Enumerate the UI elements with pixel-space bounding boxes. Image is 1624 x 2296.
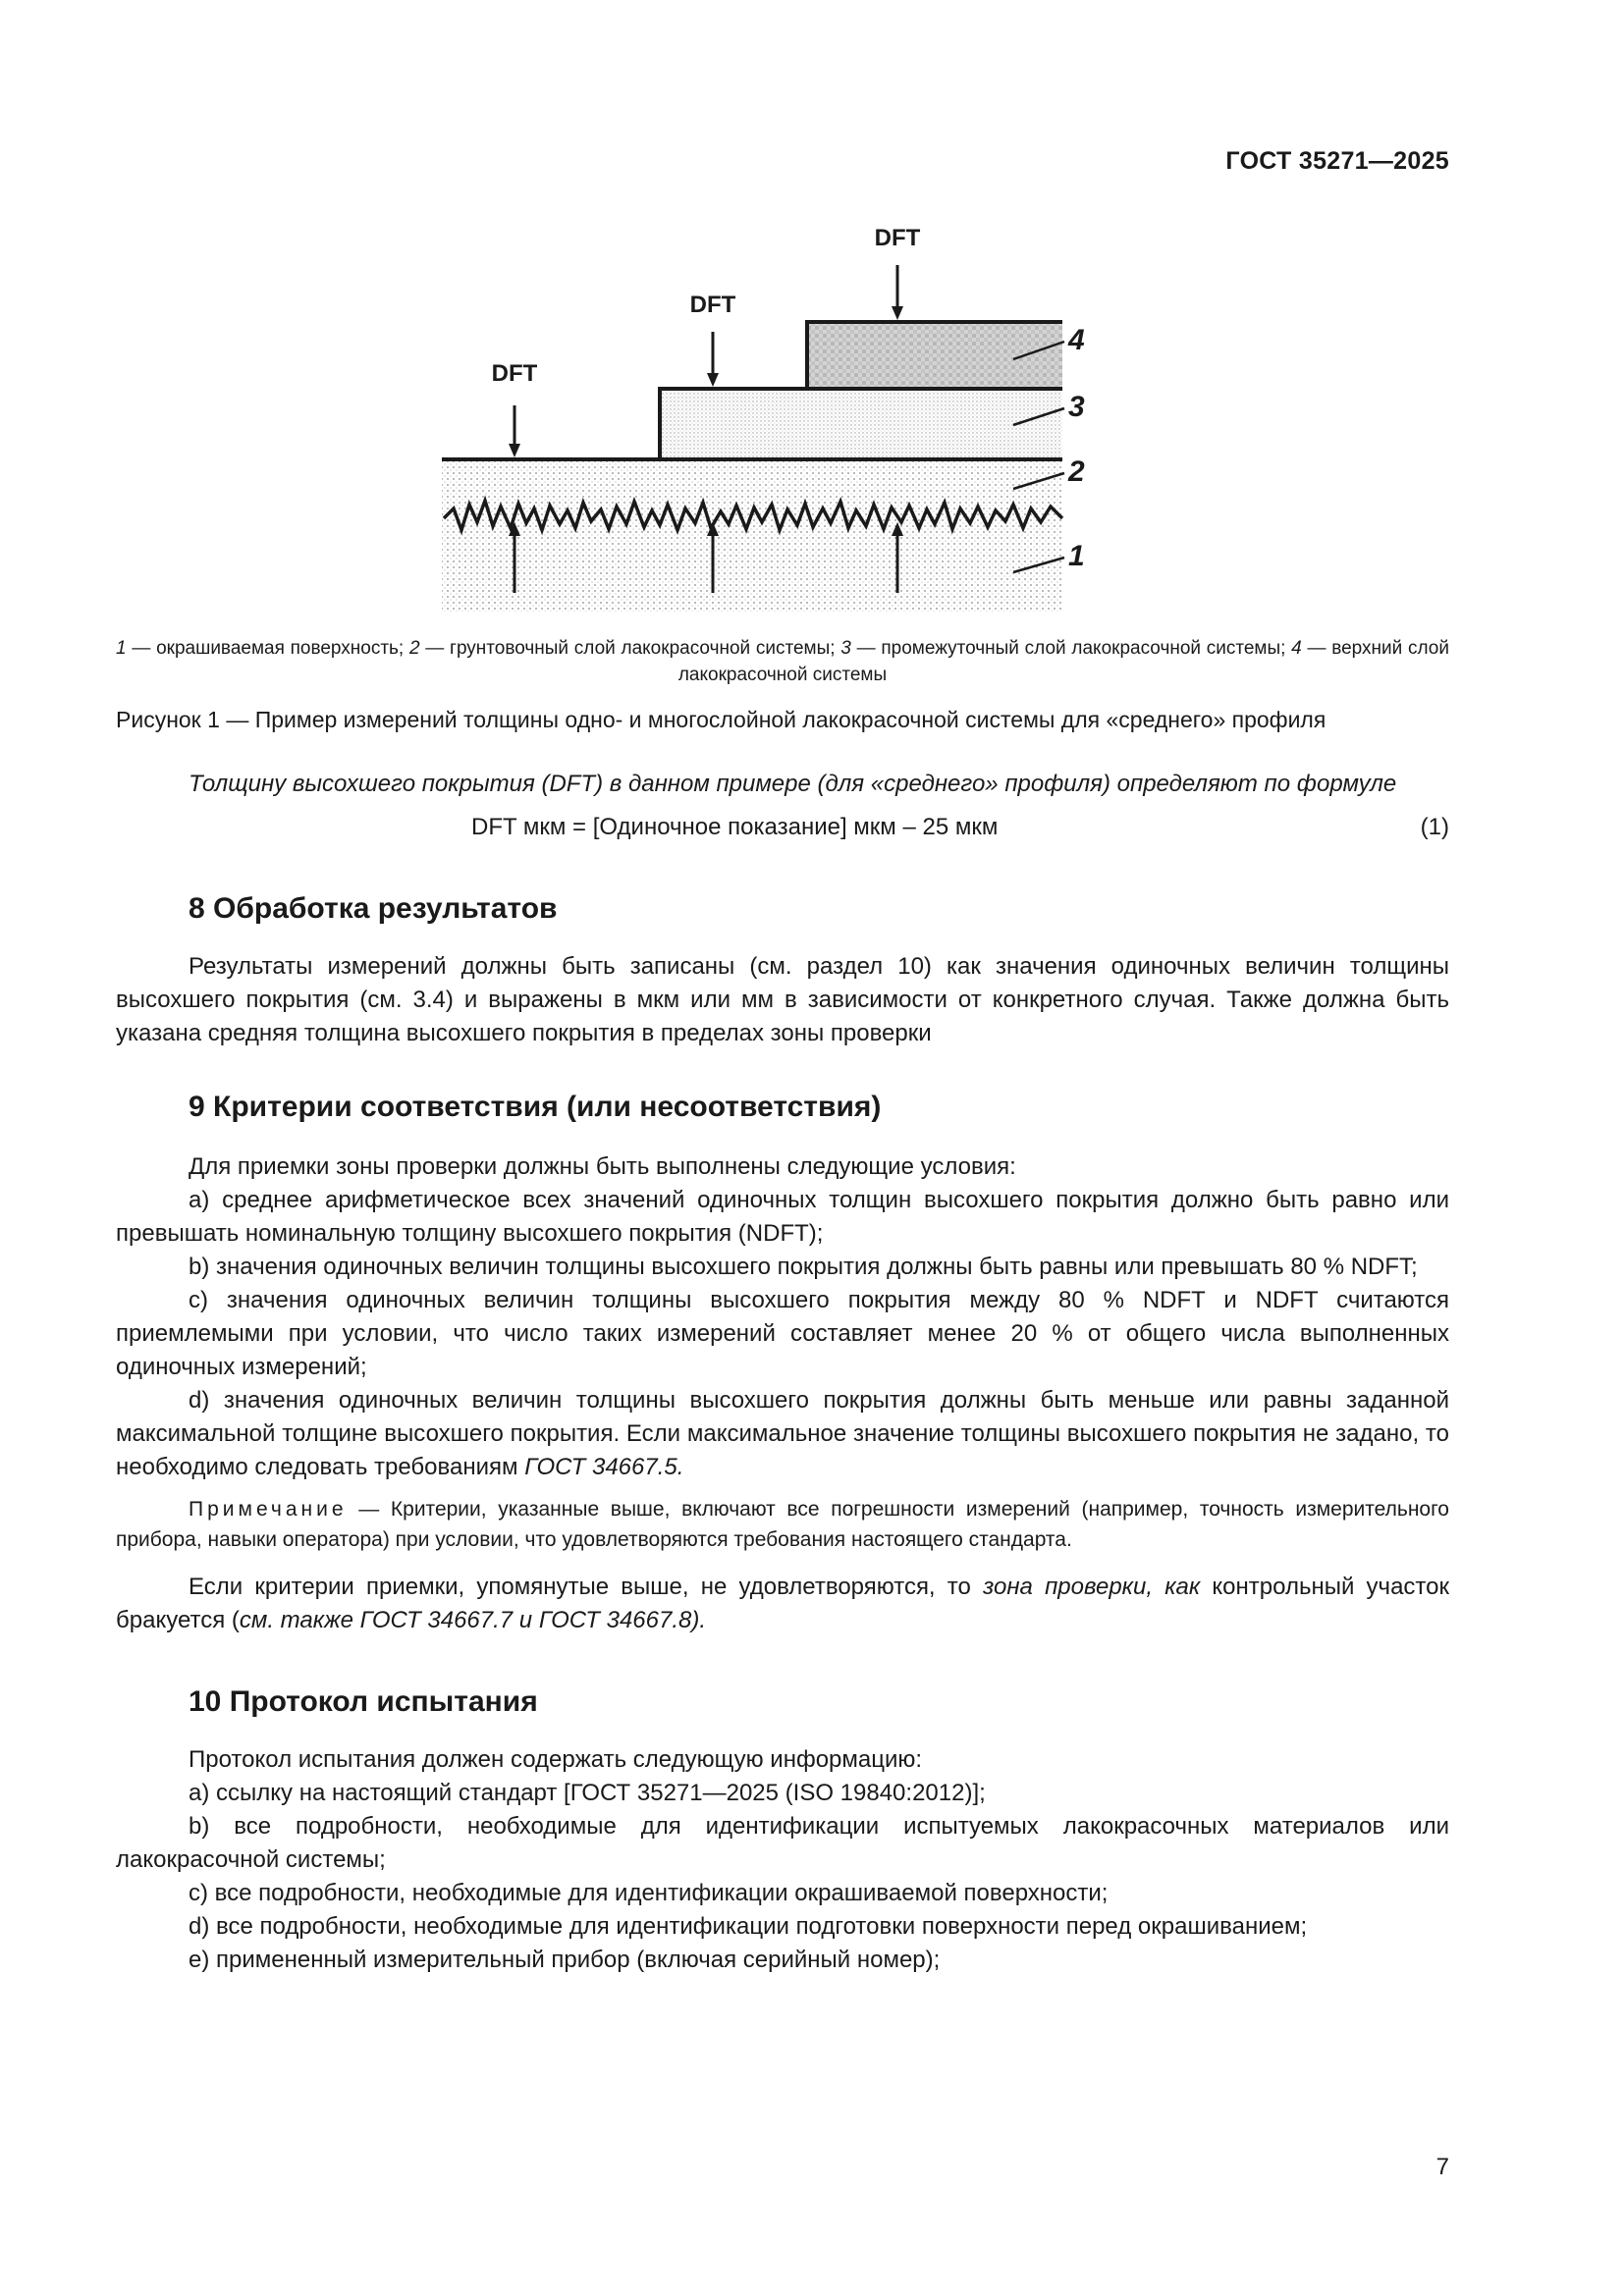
dft-arrowhead-2 — [707, 373, 719, 387]
section-9-item-a: a) среднее арифметическое всех значений одиночных толщин высохшего покрытия должно быть равно или превышать номинальную толщину высохшего покрытия (NDFT); — [116, 1187, 1449, 1247]
section-9-intro: Для приемки зоны проверки должны быть выполнены следующие условия: — [189, 1153, 1016, 1180]
figure-coating-layers — [422, 224, 1090, 612]
dft-label-2: DFT — [689, 292, 736, 318]
section-10-title: 10 Протокол испытания — [189, 1685, 538, 1718]
section-10-item-d: d) все подробности, необходимые для идентификации подготовки поверхности перед окрашиванием; — [189, 1913, 1308, 1940]
main-content — [116, 768, 1449, 1977]
section-8-title: 8 Обработка результатов — [189, 892, 558, 925]
note-label: Примечание — [189, 1498, 348, 1521]
legend-text-2: — грунтовочный слой лакокрасочной системы; — [419, 638, 841, 659]
reject-part-d: см. также ГОСТ 34667.7 и ГОСТ 34667.8). — [239, 1607, 707, 1633]
figure-caption: Рисунок 1 — Пример измерений толщины одно- и многослойной лакокрасочной системы для «среднего» профиля — [116, 707, 1326, 732]
section-10-item-a: a) ссылку на настоящий стандарт [ГОСТ 35271—2025 (ISO 19840:2012)]; — [189, 1780, 986, 1806]
legend-text-3: — промежуточный слой лакокрасочной системы; — [850, 638, 1292, 659]
reject-part-c: контрольный участок бракуется ( — [116, 1574, 1449, 1633]
section-8-text: Результаты измерений должны быть записаны (см. раздел 10) как значения одиночных величин толщины высохшего покрытия (см. 3.4) и выражены в мкм или мм в зависимости от конкретного случая. Также должна быть указана средняя толщина высохшего покрытия в пределах зоны проверки — [116, 953, 1449, 1046]
layer-number-3: 3 — [1068, 391, 1085, 423]
coating-diagram — [422, 224, 1090, 612]
section-10-intro: Протокол испытания должен содержать следующую информацию: — [189, 1746, 923, 1773]
intro-paragraph: Толщину высохшего покрытия (DFT) в данном примере (для «среднего» профиля) определяют по формуле — [189, 771, 1397, 797]
reject-part-b: зона проверки, как — [983, 1574, 1201, 1600]
legend-num-2: 2 — [408, 638, 420, 659]
dft-arrowhead-3 — [892, 306, 903, 320]
section-9-item-c: c) значения одиночных величин толщины высохшего покрытия между 80 % NDFT и NDFT считаются приемлемыми при условии, что число таких измерений составляет менее 20 % от общего числа выполненных одиночных измерений; — [116, 1287, 1449, 1380]
page-number: 7 — [1435, 2154, 1449, 2180]
layer-number-1: 1 — [1068, 540, 1085, 572]
section-10-item-c: c) все подробности, необходимые для идентификации окрашиваемой поверхности; — [189, 1880, 1109, 1906]
legend-num-4: 4 — [1291, 638, 1302, 659]
legend-text-1: — окрашиваемая поверхность; — [126, 638, 409, 659]
legend-text-4: — верхний слой лакокрасочной системы — [677, 638, 1449, 685]
note-text: — Критерии, указанные выше, включают все погрешности измерений (например, точность измерительного прибора, навыки оператора) при условии, что удовлетворяются требования настоящего стандарта. — [116, 1498, 1449, 1551]
section-10-item-b: b) все подробности, необходимые для идентификации испытуемых лакокрасочных материалов или лакокрасочной системы; — [116, 1813, 1449, 1873]
layer-number-4: 4 — [1068, 324, 1085, 356]
section-9-title: 9 Критерии соответствия (или несоответствия) — [189, 1091, 882, 1123]
document-code: ГОСТ 35271—2025 — [1225, 147, 1449, 175]
layer-substrate — [442, 459, 1062, 612]
section-9-reject — [116, 1571, 1449, 1637]
formula-expression: DFT мкм = [Одиночное показание] мкм – 25 мкм — [471, 814, 999, 840]
legend-num-3: 3 — [840, 638, 851, 659]
reject-part-a: Если критерии приемки, упомянутые выше, не удовлетворяются, то — [189, 1574, 984, 1600]
section-9-item-d-ref: ГОСТ 34667.5. — [524, 1454, 684, 1480]
dft-label-1: DFT — [491, 360, 538, 387]
section-9-item-d-text: d) значения одиночных величин толщины высохшего покрытия должны быть меньше или равны заданной максимальной толщине высохшего покрытия. Если максимальное значение толщины высохшего покрытия не задано, то необходимо следовать требованиям — [116, 1387, 1449, 1480]
section-9-item-b: b) значения одиночных величин толщины высохшего покрытия должны быть равны или превышать 80 % NDFT; — [189, 1254, 1418, 1280]
section-9-note — [116, 1494, 1449, 1555]
layer-number-2: 2 — [1068, 455, 1085, 488]
formula-1 — [116, 811, 1449, 848]
layer-intermediate — [660, 389, 1062, 459]
formula-number: (1) — [1420, 814, 1449, 840]
legend-num-1: 1 — [116, 638, 127, 659]
figure-legend — [116, 635, 1449, 688]
section-10-item-e: e) примененный измерительный прибор (включая серийный номер); — [189, 1947, 941, 1973]
dft-arrowhead-1 — [509, 444, 520, 457]
section-9-item-d — [116, 1384, 1449, 1484]
dft-label-3: DFT — [874, 225, 921, 251]
